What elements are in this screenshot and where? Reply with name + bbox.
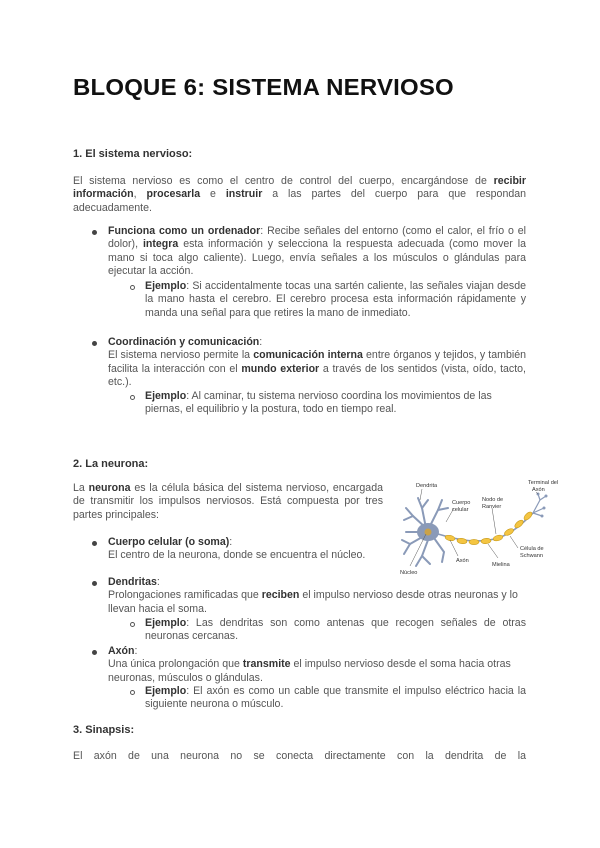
bullet-dot [92, 581, 97, 586]
bullet-dot [92, 230, 97, 235]
bullet-dot [92, 341, 97, 346]
label-terminal-1: Terminal del [528, 480, 559, 486]
example-axon: Ejemplo: El axón es como un cable que transmite el impulso eléctrico hacia la siguiente neurona o músculo. [145, 685, 526, 711]
bullet-axon: Axón: Una única prolongación que transmite el impulso nervioso desde el soma hacia otras neuronas, músculos o glándulas. [108, 645, 511, 684]
neuron-illustration [398, 478, 563, 580]
bullet-ordenador: Funciona como un ordenador: Recibe señales del entorno (como el calor, el frío o el dolor), integra esta información y selecciona la respuesta adecuada (como mover la mano si toca algo caliente). Luego, envía señales a los músculos o glándulas para ejecutar la acción. [108, 225, 526, 278]
label-dendrita: Dendrita [416, 483, 438, 489]
label-axon: Axón [456, 558, 469, 564]
label-terminal-2: Axón [532, 487, 545, 493]
label-nodo-1: Nodo de [482, 497, 504, 503]
example-dendritas: Ejemplo: Las dendritas son como antenas que recogen señales de otras neuronas cercanas. [145, 617, 526, 643]
section-2-intro: La neurona es la célula básica del sistema nervioso, encargada de transmitir los impulsos nerviosos. Está compuesta por tres partes principales: [73, 482, 383, 521]
neuron-diagram [398, 478, 563, 580]
label-schwann-2: Schwann [520, 553, 544, 559]
bullet-cuerpo-celular: Cuerpo celular (o soma): El centro de la neurona, donde se encuentra el núcleo. [108, 536, 366, 562]
page-title: BLOQUE 6: SISTEMA NERVIOSO [73, 74, 454, 100]
label-cuerpo-2: celular [452, 507, 469, 513]
section-heading-2: 2. La neurona: [73, 458, 149, 470]
section-heading-1: 1. El sistema nervioso: [73, 148, 193, 160]
example-ordenador: Ejemplo: Si accidentalmente tocas una sartén caliente, las señales viajan desde la mano hasta el cerebro. El cerebro procesa esta información rápidamente y manda una señal para que retires la mano de inmediato. [145, 280, 526, 319]
sub-bullet-circle [130, 395, 135, 400]
bullet-dot [92, 650, 97, 655]
example-coordinacion: Ejemplo: Al caminar, tu sistema nervioso coordina los movimientos de las piernas, el equilibrio y la postura, todo en tiempo real. [145, 390, 492, 416]
section-heading-3: 3. Sinapsis: [73, 724, 135, 736]
label-mielina: Mielina [492, 562, 510, 568]
label-nodo-2: Ranvier [482, 504, 502, 510]
bullet-dendritas: Dendritas: Prolongaciones ramificadas que reciben el impulso nervioso desde otras neuronas y lo llevan hacia el soma. [108, 576, 518, 615]
section-1-intro: El sistema nervioso es como el centro de control del cuerpo, encargándose de recibir información, procesarla e instruir a las partes del cuerpo para que respondan adecuadamente. [73, 175, 527, 214]
myelin-segments [445, 511, 534, 545]
bullet-dot [92, 541, 97, 546]
label-nucleo: Núcleo [400, 570, 418, 576]
sub-bullet-circle [130, 285, 135, 290]
sub-bullet-circle [130, 622, 135, 627]
label-cuerpo-1: Cuerpo [452, 500, 471, 506]
sub-bullet-circle [130, 690, 135, 695]
bullet-coordinacion: Coordinación y comunicación: El sistema nervioso permite la comunicación interna entre órganos y tejidos, y también facilita la interacción con el mundo exterior a través de los sentidos (vista, oído, tacto, etc.). [108, 336, 527, 389]
section-3-text: El axón de una neurona no se conecta directamente con la dendrita de la [73, 750, 526, 762]
label-schwann-1: Célula de [520, 546, 544, 552]
